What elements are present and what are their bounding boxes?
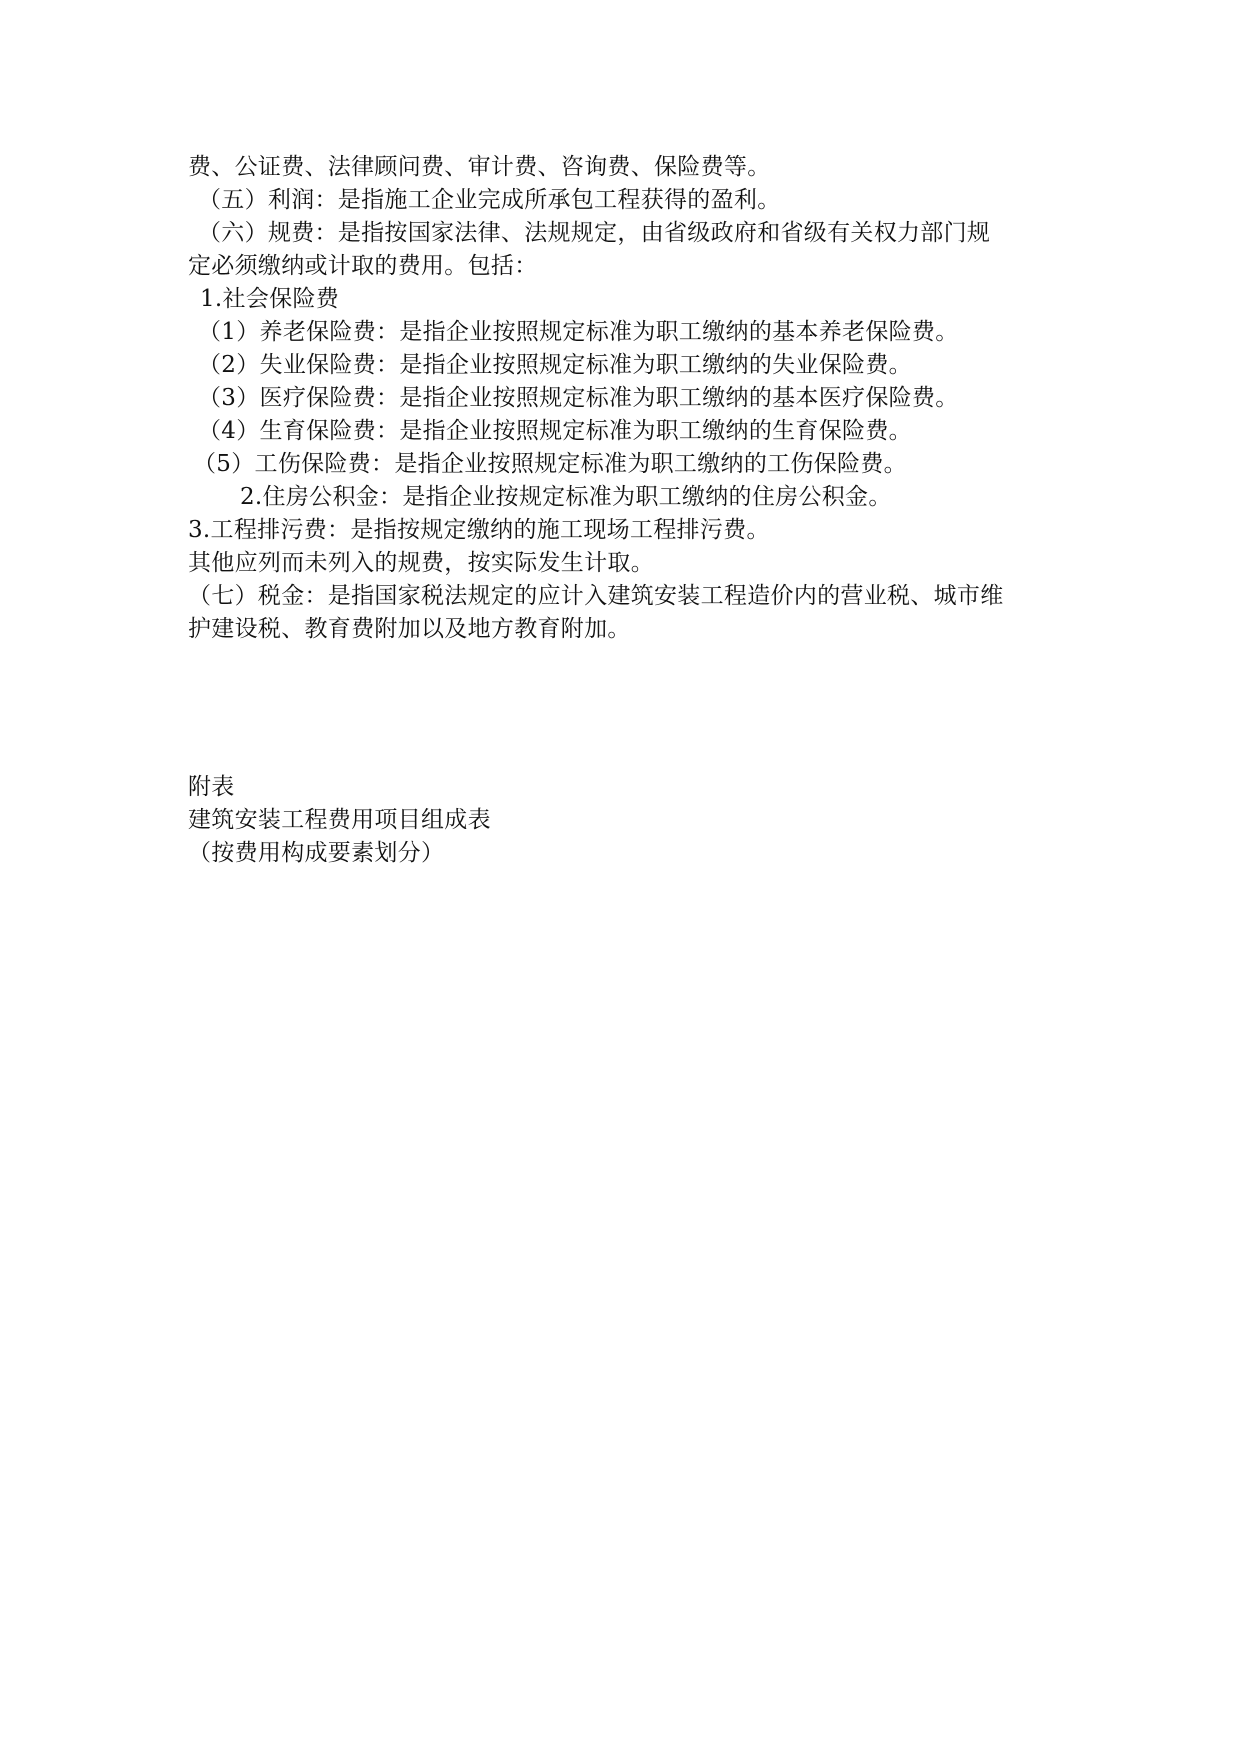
text-line-8: （3）医疗保险费：是指企业按照规定标准为职工缴纳的基本医疗保险费。 (198, 385, 959, 411)
text-line-2: （五）利润：是指施工企业完成所承包工程获得的盈利。 (198, 187, 781, 213)
text-line-12: 3.工程排污费：是指按规定缴纳的施工现场工程排污费。 (188, 517, 770, 543)
text-line-13: 其他应列而未列入的规费，按实际发生计取。 (188, 550, 654, 576)
text-line-11: 2.住房公积金：是指企业按规定标准为职工缴纳的住房公积金。 (240, 484, 892, 510)
appendix-subtitle: （按费用构成要素划分） (188, 840, 445, 866)
text-line-10: （5）工伤保险费：是指企业按照规定标准为职工缴纳的工伤保险费。 (193, 451, 907, 477)
text-line-4: 定必须缴纳或计取的费用。包括： (188, 253, 538, 279)
text-line-6: （1）养老保险费：是指企业按照规定标准为职工缴纳的基本养老保险费。 (198, 319, 959, 345)
text-line-5: 1.社会保险费 (200, 286, 340, 312)
text-line-14: （七）税金：是指国家税法规定的应计入建筑安装工程造价内的营业税、城市维 (188, 583, 1004, 609)
text-line-9: （4）生育保险费：是指企业按照规定标准为职工缴纳的生育保险费。 (198, 418, 912, 444)
text-line-7: （2）失业保险费：是指企业按照规定标准为职工缴纳的失业保险费。 (198, 352, 912, 378)
appendix-label: 附表 (188, 774, 235, 800)
text-line-15: 护建设税、教育费附加以及地方教育附加。 (188, 616, 631, 642)
text-line-3: （六）规费：是指按国家法律、法规规定，由省级政府和省级有关权力部门规 (198, 220, 991, 246)
text-line-1: 费、公证费、法律顾问费、审计费、咨询费、保险费等。 (188, 154, 771, 180)
appendix-title: 建筑安装工程费用项目组成表 (188, 807, 491, 833)
